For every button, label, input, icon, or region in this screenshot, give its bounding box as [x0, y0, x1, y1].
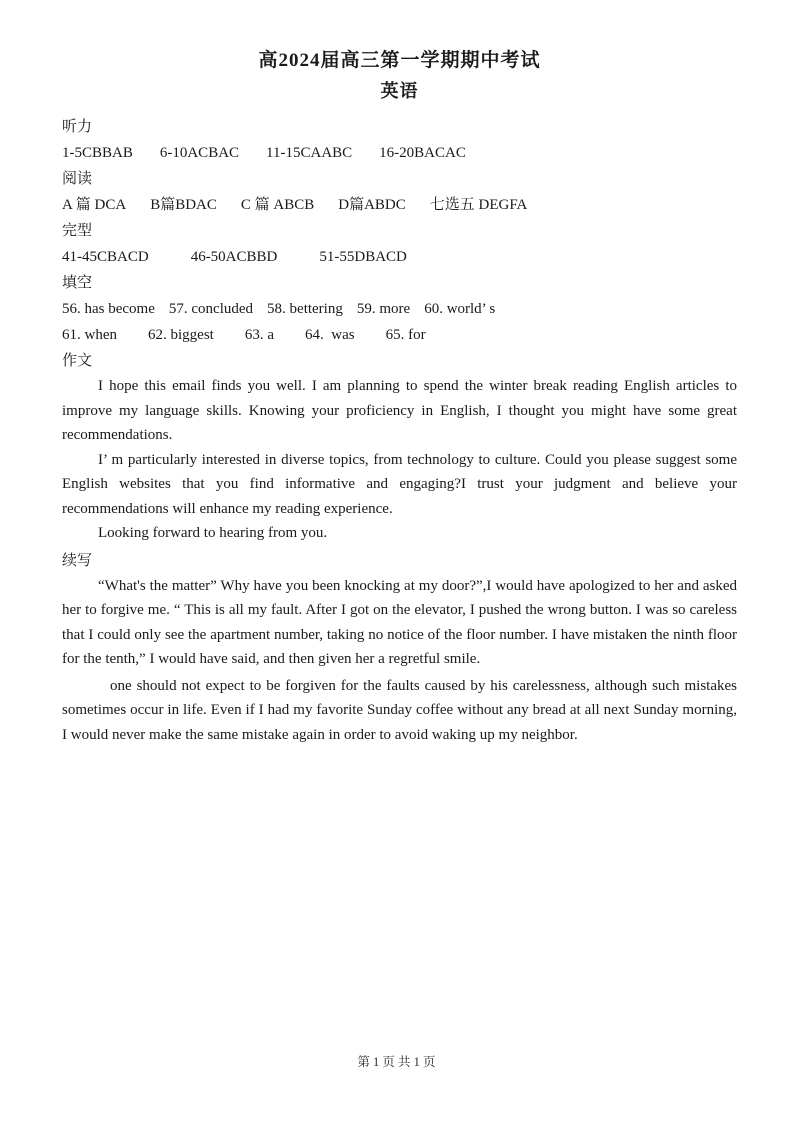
- answer-item: 65. for: [385, 327, 426, 343]
- answer-group: 6-10ACBAC: [159, 145, 240, 161]
- listening-answers-row: [62, 140, 737, 166]
- answer-item: 61. when: [62, 327, 117, 343]
- answer-group: 16-20BACAC: [379, 145, 466, 161]
- answer-group: 51-55DBACD: [319, 249, 407, 265]
- answer-item: 62. biggest: [148, 327, 214, 343]
- section-label-blanks: 填空: [62, 275, 93, 291]
- answer-item: 58. bettering: [267, 301, 343, 317]
- answer-item: 56. has become: [62, 301, 155, 317]
- answer-item: 63. a: [244, 327, 275, 343]
- answer-group: 1-5CBBAB: [62, 145, 133, 161]
- cloze-answers-row: [62, 244, 737, 270]
- answer-group: 46-50ACBBD: [190, 249, 278, 265]
- section-label-listening: 听力: [62, 119, 93, 135]
- answer-item: 60. world’ s: [424, 301, 496, 317]
- essay-paragraph: I hope this email finds you well. I am planning to spend the winter break reading English articles to improve my language skills. Knowing your proficiency in English, I thought you might have some great recommendations.: [62, 378, 737, 443]
- answer-item: 57. concluded: [168, 301, 254, 317]
- answer-group: D篇ABDC: [338, 197, 406, 213]
- page-title: 高2024届高三第一学期期中考试: [258, 50, 541, 71]
- blanks-answers-row-1: [62, 296, 737, 322]
- section-label-essay: 作文: [62, 353, 93, 369]
- answer-group: 七选五 DEGFA: [429, 197, 528, 213]
- continuation-paragraph: one should not expect to be forgiven for the faults caused by his carelessness, although such mistakes sometimes occur in life. Even if I had my favorite Sunday coffee without any bread at all next Sunday morning, I would never make the same mistake again in order to avoid waking up my neighbor.: [62, 677, 737, 743]
- answer-group: 11-15CAABC: [266, 145, 353, 161]
- page-number-footer: 第 1 页 共 1 页: [357, 1055, 436, 1069]
- section-label-cloze: 完型: [62, 223, 93, 239]
- blanks-answers-row-2: [62, 322, 737, 348]
- reading-answers-row: [62, 192, 737, 218]
- page-subtitle: 英语: [380, 81, 419, 101]
- answer-group: B篇BDAC: [150, 197, 217, 213]
- essay-paragraph: I’ m particularly interested in diverse topics, from technology to culture. Could you please suggest some English websites that you find informative and engaging?I trust your judgment and believe your recommendations will enhance my reading experience.: [62, 451, 737, 517]
- answer-group: A 篇 DCA: [62, 197, 127, 213]
- answer-group: 41-45CBACD: [62, 249, 149, 265]
- answer-item: 59. more: [356, 301, 411, 317]
- answer-group: C 篇 ABCB: [240, 197, 315, 213]
- section-label-continuation: 续写: [62, 552, 93, 569]
- continuation-paragraph: “What's the matter” Why have you been knocking at my door?”,I would have apologized to her and asked her to forgive me. “ This is all my fault. After I got on the elevator, I pushed the wrong button. I was so careless that I could only see the apartment number, taking no notice of the floor number. I have mistaken the ninth floor for the tenth,” I would have said, and then given her a regretful smile.: [62, 577, 737, 667]
- answer-item: 64. was: [305, 327, 355, 343]
- section-label-reading: 阅读: [62, 171, 93, 187]
- essay-closing-line: Looking forward to hearing from you.: [98, 525, 328, 541]
